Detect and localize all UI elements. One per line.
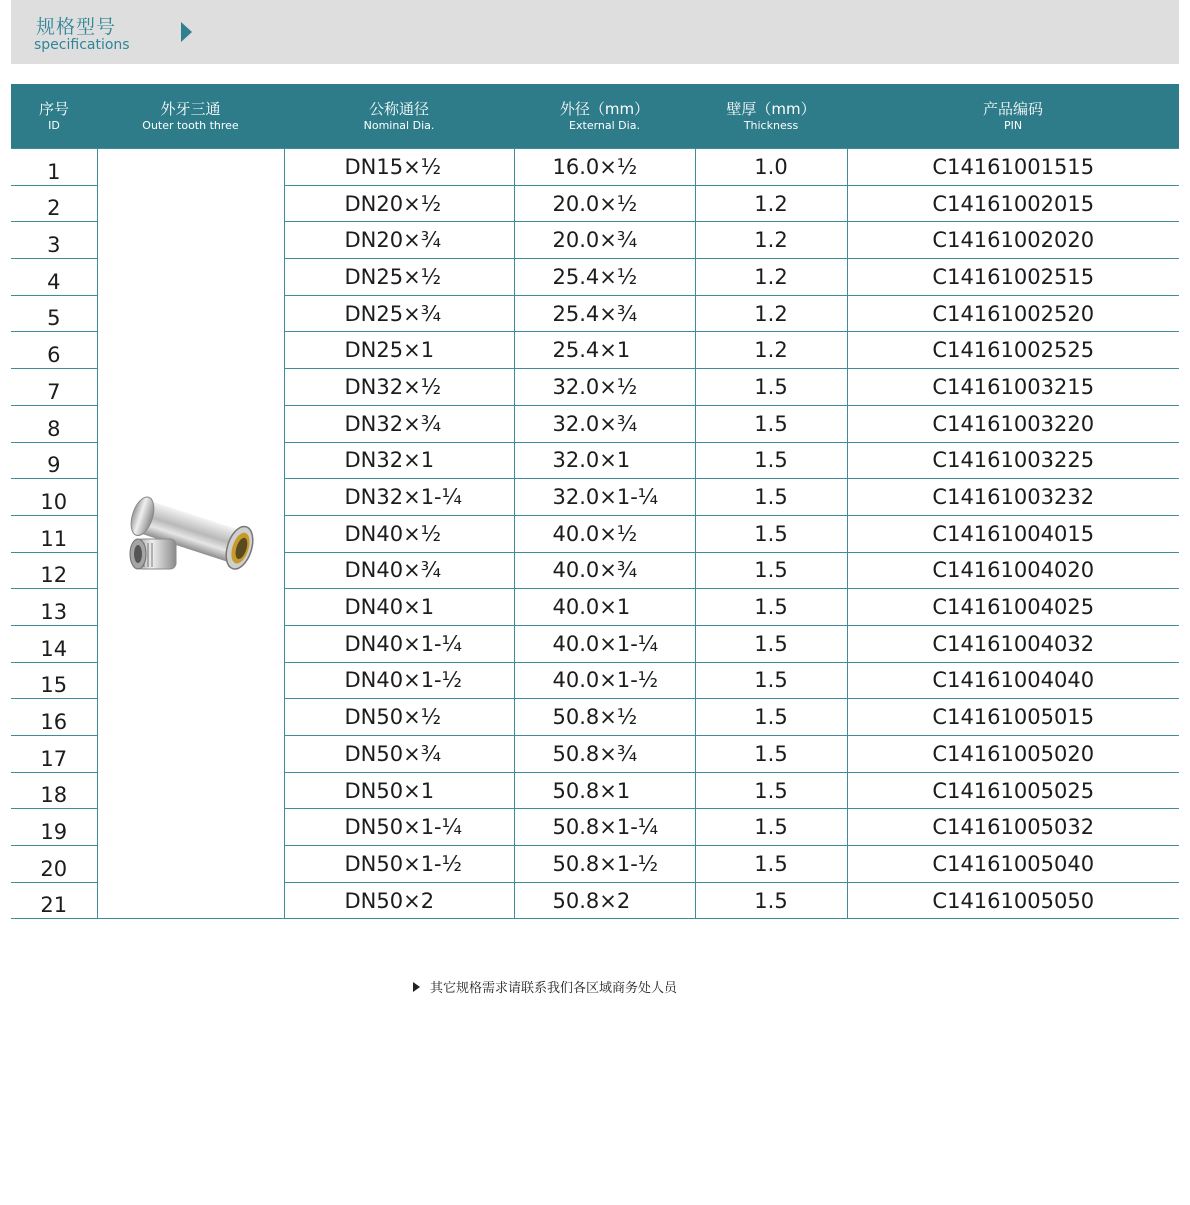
cell-thickness: 1.5 — [695, 882, 847, 919]
cell-nominal: DN50×¾ — [284, 736, 514, 773]
cell-nominal: DN15×½ — [284, 149, 514, 186]
cell-thickness: 1.2 — [695, 332, 847, 369]
cell-nominal: DN50×1-¼ — [284, 809, 514, 846]
cell-id: 12 — [11, 552, 97, 589]
cell-thickness: 1.5 — [695, 442, 847, 479]
cell-pin: C14161005050 — [847, 882, 1179, 919]
cell-pin: C14161004020 — [847, 552, 1179, 589]
cell-pin: C14161005020 — [847, 736, 1179, 773]
cell-external: 20.0×¾ — [514, 222, 695, 259]
header-thickness: 壁厚（mm） Thickness — [695, 84, 847, 149]
tee-fitting-image — [116, 477, 266, 587]
cell-external: 25.4×¾ — [514, 295, 695, 332]
cell-external: 32.0×¾ — [514, 405, 695, 442]
cell-nominal: DN32×½ — [284, 369, 514, 406]
cell-pin: C14161005015 — [847, 699, 1179, 736]
cell-pin: C14161003220 — [847, 405, 1179, 442]
cell-thickness: 1.5 — [695, 625, 847, 662]
cell-pin: C14161003215 — [847, 369, 1179, 406]
cell-id: 13 — [11, 589, 97, 626]
cell-external: 40.0×½ — [514, 515, 695, 552]
cell-pin: C14161002515 — [847, 259, 1179, 296]
cell-pin: C14161002525 — [847, 332, 1179, 369]
cell-id: 6 — [11, 332, 97, 369]
cell-external: 50.8×1 — [514, 772, 695, 809]
triangle-bullet-icon — [413, 982, 420, 992]
footer-note — [413, 977, 677, 996]
cell-pin: C14161003232 — [847, 479, 1179, 516]
cell-id: 7 — [11, 369, 97, 406]
cell-external: 40.0×1-½ — [514, 662, 695, 699]
cell-thickness: 1.5 — [695, 772, 847, 809]
cell-pin: C14161003225 — [847, 442, 1179, 479]
cell-id: 10 — [11, 479, 97, 516]
cell-external: 32.0×1-¼ — [514, 479, 695, 516]
cell-thickness: 1.2 — [695, 259, 847, 296]
cell-nominal: DN32×1-¼ — [284, 479, 514, 516]
cell-pin: C14161002015 — [847, 185, 1179, 222]
cell-pin: C14161002520 — [847, 295, 1179, 332]
cell-nominal: DN40×1-¼ — [284, 625, 514, 662]
cell-external: 50.8×1-½ — [514, 846, 695, 883]
cell-nominal: DN50×1 — [284, 772, 514, 809]
cell-thickness: 1.2 — [695, 222, 847, 259]
header-id: 序号 ID — [11, 84, 97, 149]
cell-id: 18 — [11, 772, 97, 809]
cell-nominal: DN20×¾ — [284, 222, 514, 259]
cell-nominal: DN40×¾ — [284, 552, 514, 589]
cell-nominal: DN25×1 — [284, 332, 514, 369]
cell-id: 19 — [11, 809, 97, 846]
cell-external: 16.0×½ — [514, 149, 695, 186]
cell-nominal: DN50×2 — [284, 882, 514, 919]
section-banner — [11, 0, 1179, 64]
cell-external: 32.0×½ — [514, 369, 695, 406]
cell-external: 50.8×½ — [514, 699, 695, 736]
cell-nominal: DN50×½ — [284, 699, 514, 736]
cell-pin: C14161005040 — [847, 846, 1179, 883]
cell-id: 1 — [11, 149, 97, 186]
cell-thickness: 1.5 — [695, 479, 847, 516]
cell-external: 40.0×1-¼ — [514, 625, 695, 662]
cell-pin: C14161004025 — [847, 589, 1179, 626]
cell-nominal: DN20×½ — [284, 185, 514, 222]
header-external: 外径（mm） External Dia. — [514, 84, 695, 149]
cell-nominal: DN25×½ — [284, 259, 514, 296]
cell-id: 21 — [11, 882, 97, 919]
table-row — [11, 149, 1179, 186]
triangle-arrow-icon — [181, 22, 192, 42]
cell-thickness: 1.5 — [695, 552, 847, 589]
cell-id: 4 — [11, 259, 97, 296]
section-title: 规格型号 — [36, 16, 117, 38]
cell-external: 50.8×1-¼ — [514, 809, 695, 846]
cell-thickness: 1.0 — [695, 149, 847, 186]
cell-id: 2 — [11, 185, 97, 222]
footer-note-text: 其它规格需求请联系我们各区域商务处人员 — [430, 981, 678, 996]
cell-external: 50.8×¾ — [514, 736, 695, 773]
cell-nominal: DN32×¾ — [284, 405, 514, 442]
cell-thickness: 1.2 — [695, 185, 847, 222]
cell-thickness: 1.5 — [695, 846, 847, 883]
cell-nominal: DN40×½ — [284, 515, 514, 552]
cell-thickness: 1.5 — [695, 809, 847, 846]
table-header-row — [11, 84, 1179, 149]
cell-external: 25.4×1 — [514, 332, 695, 369]
section-subtitle: specifications — [34, 37, 130, 53]
cell-id: 16 — [11, 699, 97, 736]
cell-id: 3 — [11, 222, 97, 259]
cell-pin: C14161004015 — [847, 515, 1179, 552]
cell-nominal: DN50×1-½ — [284, 846, 514, 883]
cell-thickness: 1.5 — [695, 369, 847, 406]
cell-thickness: 1.5 — [695, 736, 847, 773]
cell-nominal: DN40×1 — [284, 589, 514, 626]
cell-id: 14 — [11, 625, 97, 662]
cell-nominal: DN40×1-½ — [284, 662, 514, 699]
product-image-cell — [97, 149, 284, 919]
cell-external: 25.4×½ — [514, 259, 695, 296]
header-product: 外牙三通 Outer tooth three — [97, 84, 284, 149]
cell-thickness: 1.5 — [695, 515, 847, 552]
cell-nominal: DN25×¾ — [284, 295, 514, 332]
cell-thickness: 1.5 — [695, 699, 847, 736]
header-nominal: 公称通径 Nominal Dia. — [284, 84, 514, 149]
cell-thickness: 1.5 — [695, 589, 847, 626]
cell-pin: C14161005025 — [847, 772, 1179, 809]
cell-external: 32.0×1 — [514, 442, 695, 479]
cell-external: 40.0×¾ — [514, 552, 695, 589]
cell-id: 15 — [11, 662, 97, 699]
cell-pin: C14161004040 — [847, 662, 1179, 699]
header-pin: 产品编码 PIN — [847, 84, 1179, 149]
cell-thickness: 1.5 — [695, 662, 847, 699]
cell-thickness: 1.5 — [695, 405, 847, 442]
cell-id: 20 — [11, 846, 97, 883]
cell-id: 5 — [11, 295, 97, 332]
cell-pin: C14161002020 — [847, 222, 1179, 259]
cell-external: 20.0×½ — [514, 185, 695, 222]
cell-pin: C14161004032 — [847, 625, 1179, 662]
cell-external: 40.0×1 — [514, 589, 695, 626]
cell-nominal: DN32×1 — [284, 442, 514, 479]
cell-id: 17 — [11, 736, 97, 773]
cell-external: 50.8×2 — [514, 882, 695, 919]
cell-pin: C14161005032 — [847, 809, 1179, 846]
cell-thickness: 1.2 — [695, 295, 847, 332]
cell-id: 9 — [11, 442, 97, 479]
cell-id: 8 — [11, 405, 97, 442]
cell-id: 11 — [11, 515, 97, 552]
cell-pin: C14161001515 — [847, 149, 1179, 186]
specifications-table — [11, 84, 1179, 919]
